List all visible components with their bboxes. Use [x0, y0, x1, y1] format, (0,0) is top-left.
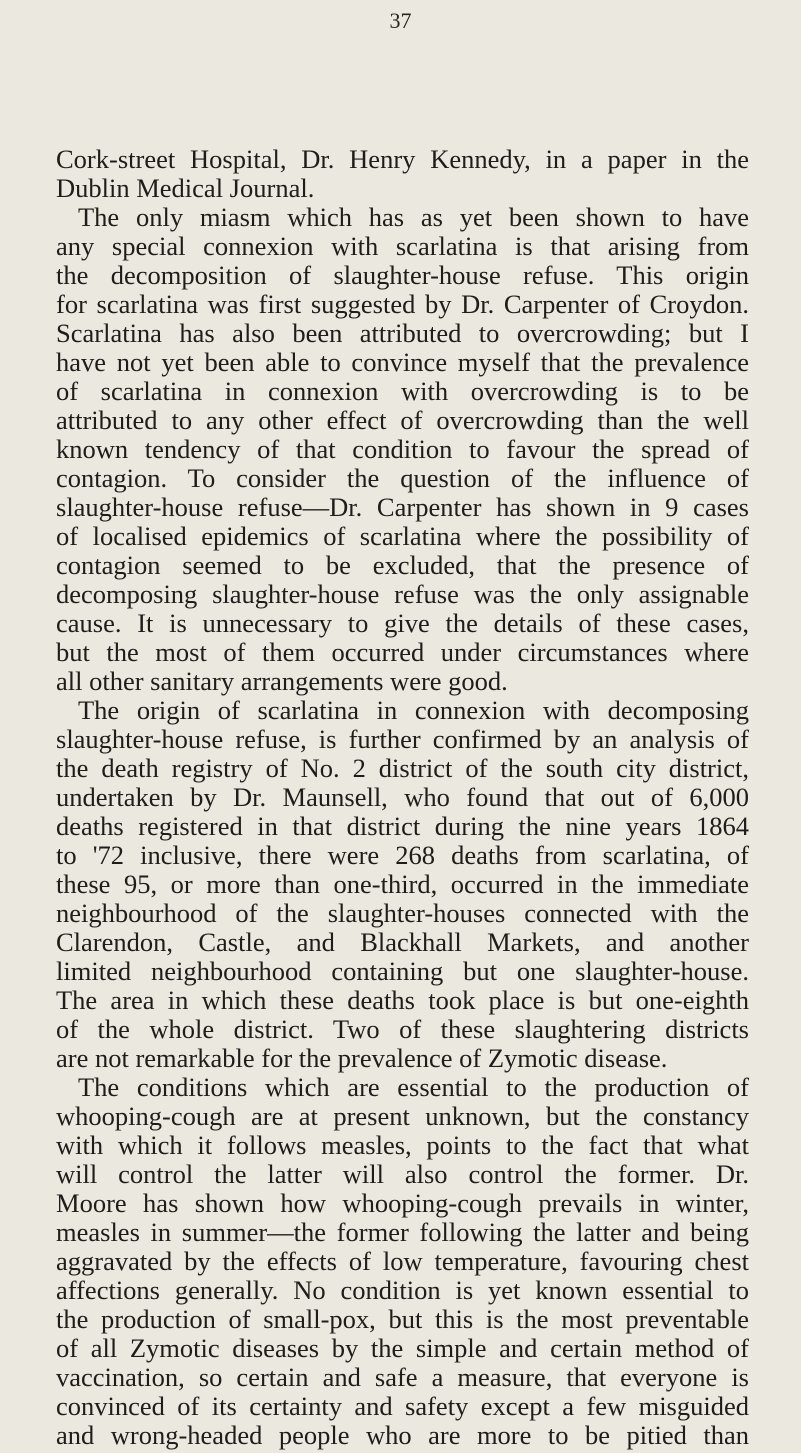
text-line: The area in which these deaths took place is but one-eighth: [56, 985, 749, 1015]
text-line: these 95, or more than one-third, occurred in the immediate: [56, 869, 749, 899]
text-line: aggravated by the effects of low temperature, favouring chest: [56, 1246, 749, 1276]
text-line: will control the latter will also control the former. Dr.: [56, 1159, 749, 1189]
text-line: whooping-cough are at present unknown, but the constancy: [56, 1101, 749, 1131]
text-line: are not remarkable for the prevalence of Zymotic disease.: [56, 1043, 668, 1073]
text-line: of all Zymotic diseases by the simple and certain method of: [56, 1333, 749, 1363]
body-text: [56, 145, 749, 1450]
text-line: contagion. To consider the question of the influence of: [56, 463, 749, 493]
text-line: of the whole district. Two of these slaughtering districts: [56, 1014, 749, 1044]
text-line: but the most of them occurred under circumstances where: [56, 637, 749, 667]
text-line: Cork-street Hospital, Dr. Henry Kennedy, in a paper in the: [56, 144, 749, 174]
text-line: with which it follows measles, points to the fact that what: [56, 1130, 749, 1160]
text-line: slaughter-house refuse, is further confirmed by an analysis of: [56, 724, 749, 754]
text-line: all other sanitary arrangements were good.: [56, 666, 508, 696]
text-line: for scarlatina was first suggested by Dr. Carpenter of Croydon.: [56, 289, 749, 319]
text-line: deaths registered in that district during the nine years 1864: [56, 811, 749, 841]
text-line: the death registry of No. 2 district of the south city district,: [56, 753, 749, 783]
text-line: any special connexion with scarlatina is that arising from: [56, 231, 749, 261]
text-line: have not yet been able to convince myself that the prevalence: [56, 347, 749, 377]
page-number: 37: [389, 8, 412, 33]
text-line: Scarlatina has also been attributed to overcrowding; but I: [56, 318, 749, 348]
text-line: cause. It is unnecessary to give the details of these cases,: [56, 608, 749, 638]
text-line: and wrong-headed people who are more to be pitied than: [56, 1420, 749, 1450]
text-line: The conditions which are essential to the production of: [78, 1072, 749, 1102]
text-line: Moore has shown how whooping-cough prevails in winter,: [56, 1188, 749, 1218]
text-line: affections generally. No condition is yet known essential to: [56, 1275, 749, 1305]
text-line: The only miasm which has as yet been shown to have: [78, 202, 749, 232]
text-line: Dublin Medical Journal.: [56, 173, 315, 203]
text-line: limited neighbourhood containing but one slaughter-house.: [56, 956, 749, 986]
text-line: vaccination, so certain and safe a measure, that everyone is: [56, 1362, 749, 1392]
text-line: of localised epidemics of scarlatina where the possibility of: [56, 521, 749, 551]
text-line: decomposing slaughter-house refuse was the only assignable: [56, 579, 749, 609]
text-line: The origin of scarlatina in connexion with decomposing: [78, 695, 749, 725]
text-line: to '72 inclusive, there were 268 deaths from scarlatina, of: [56, 840, 749, 870]
text-line: neighbourhood of the slaughter-houses connected with the: [56, 898, 749, 928]
text-line: contagion seemed to be excluded, that the presence of: [56, 550, 749, 580]
text-line: the decomposition of slaughter-house refuse. This origin: [56, 260, 749, 290]
text-line: slaughter-house refuse—Dr. Carpenter has shown in 9 cases: [56, 492, 749, 522]
text-line: measles in summer—the former following the latter and being: [56, 1217, 749, 1247]
text-line: Clarendon, Castle, and Blackhall Markets, and another: [56, 927, 749, 957]
text-line: convinced of its certainty and safety except a few misguided: [56, 1391, 749, 1421]
text-line: of scarlatina in connexion with overcrowding is to be: [56, 376, 749, 406]
text-line: known tendency of that condition to favour the spread of: [56, 434, 749, 464]
text-line: undertaken by Dr. Maunsell, who found that out of 6,000: [56, 782, 749, 812]
text-line: attributed to any other effect of overcrowding than the well: [56, 405, 749, 435]
text-line: the production of small-pox, but this is the most preventable: [56, 1304, 749, 1334]
